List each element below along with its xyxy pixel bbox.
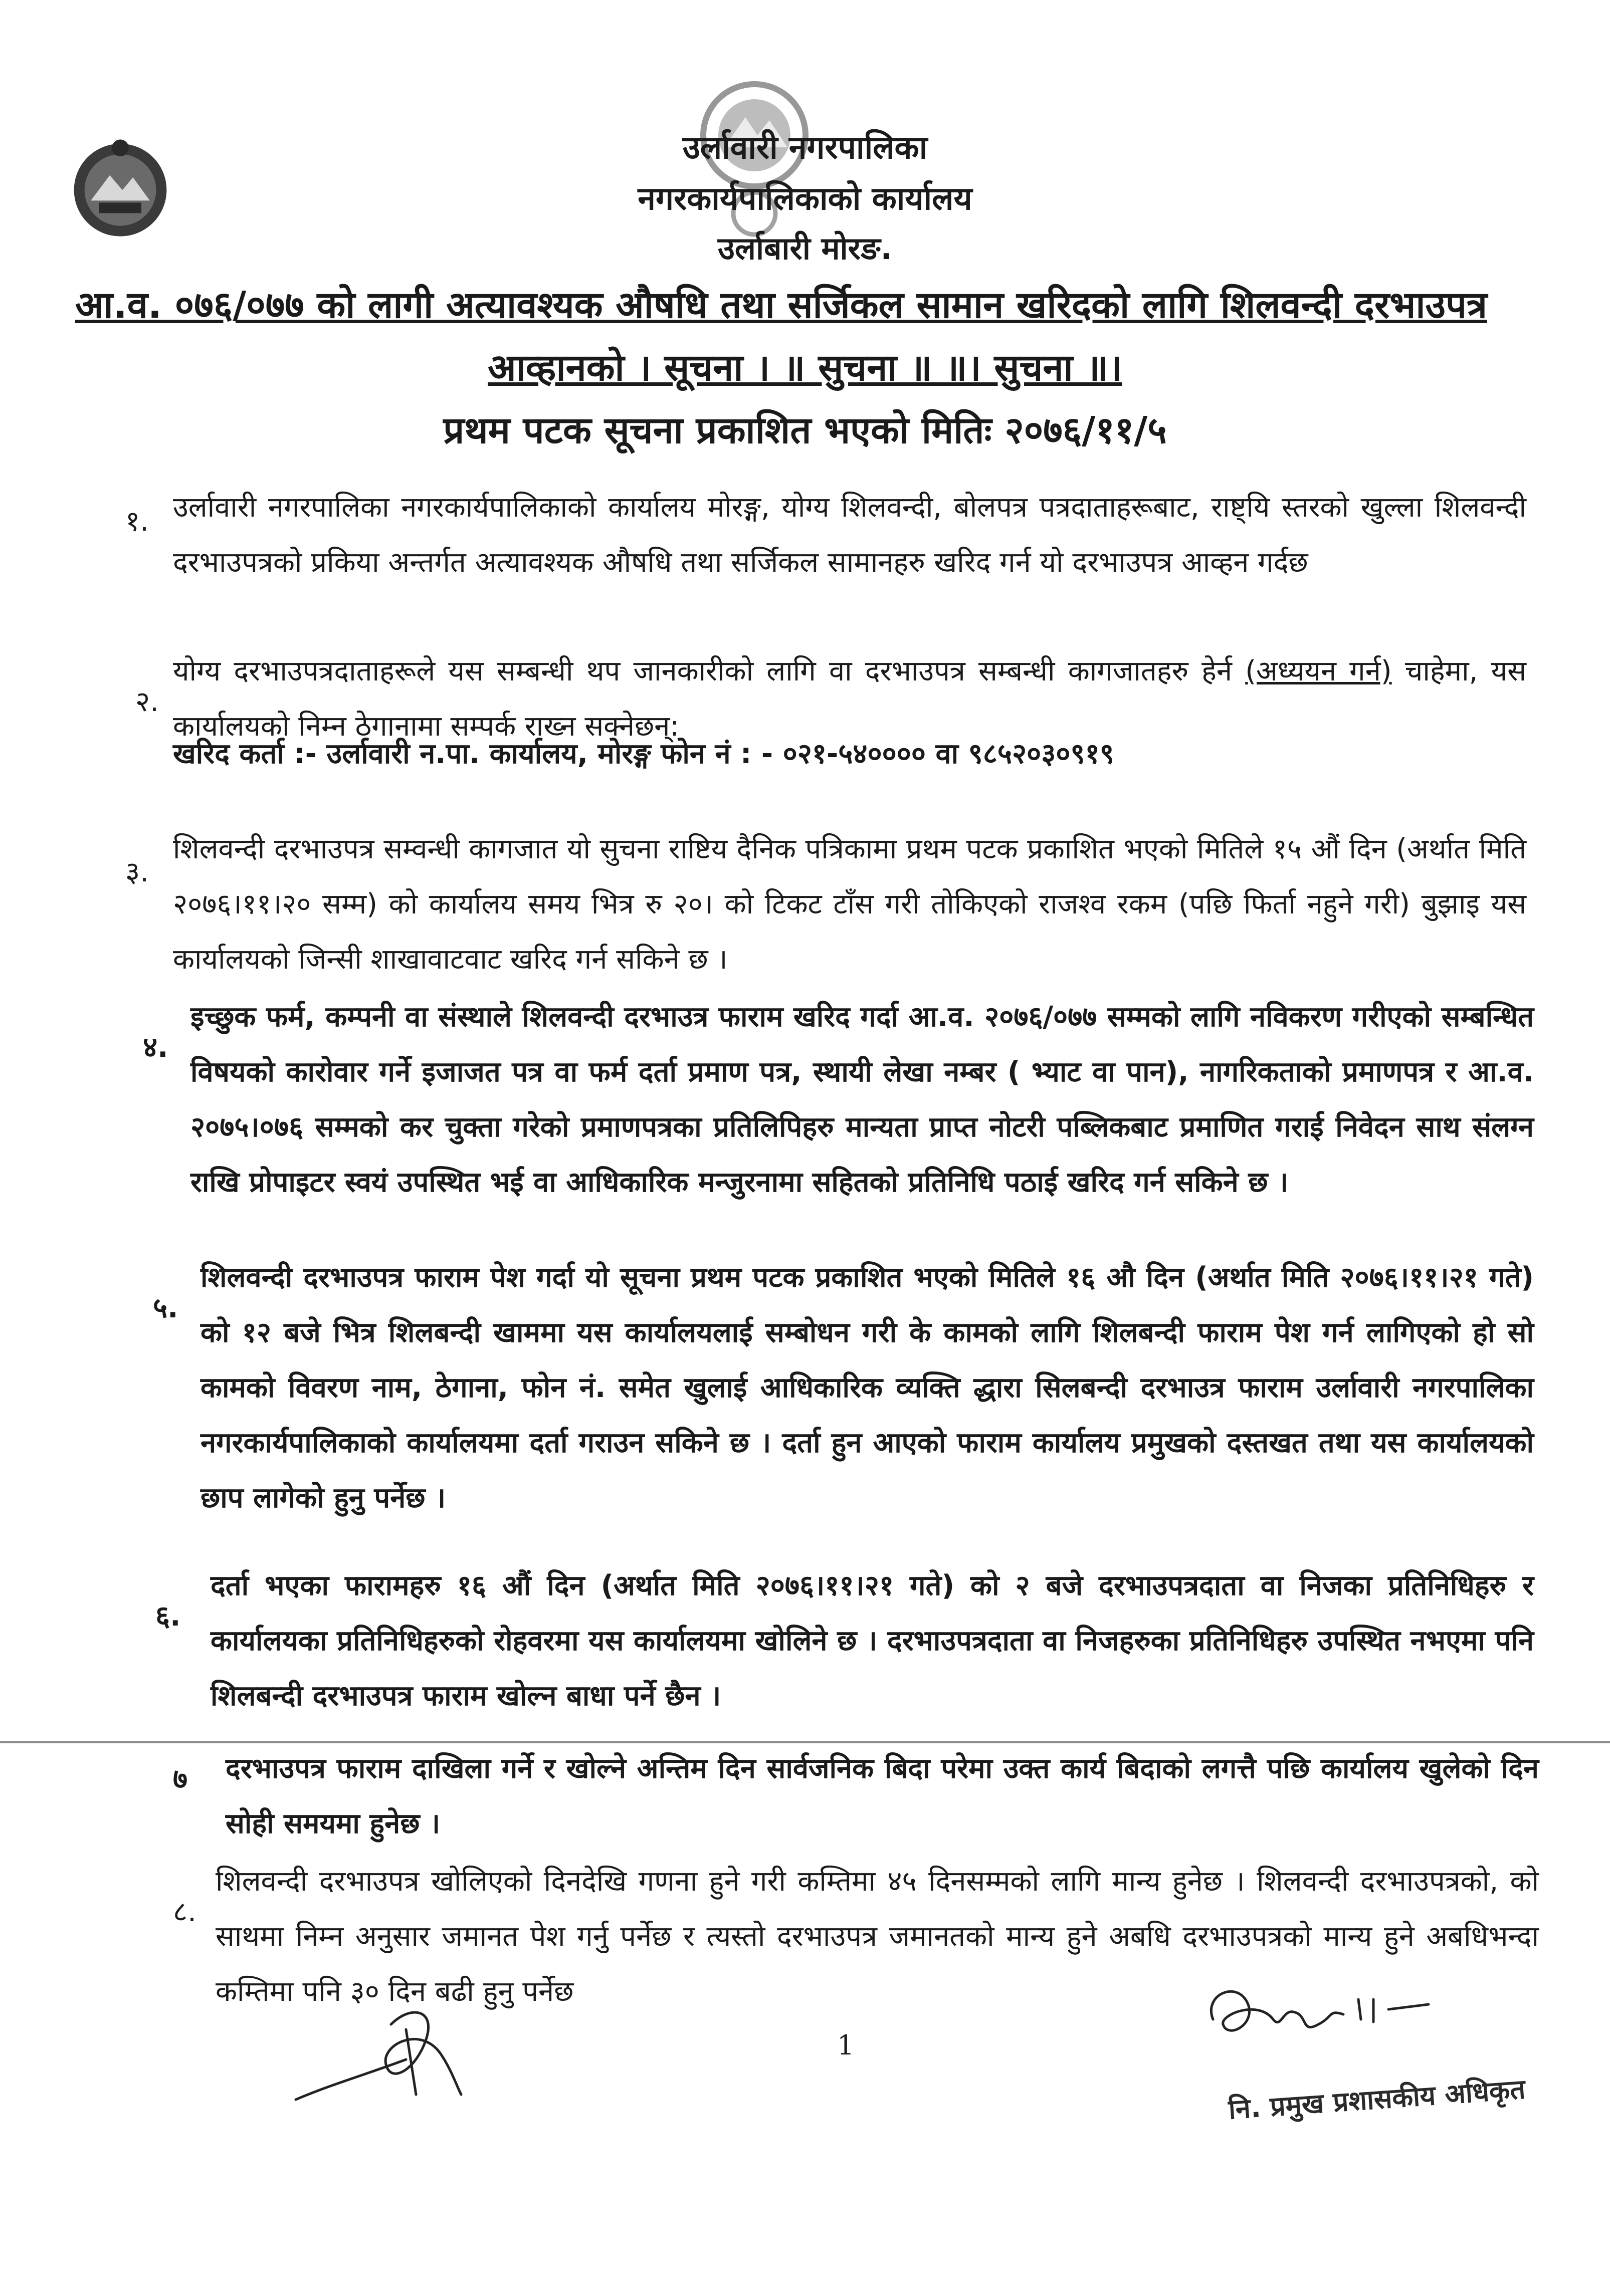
office-name: उर्लावारी नगरपालिका — [682, 129, 928, 166]
signature-right — [1193, 1964, 1474, 2059]
item-2-number: २. — [135, 685, 159, 718]
page-number: 1 — [837, 2029, 855, 2061]
item-4-number: ४. — [143, 1031, 168, 1064]
item-7-text: दरभाउपत्र फाराम दाखिला गर्ने र खोल्ने अन्तिम दिन सार्वजनिक बिदा परेमा उक्त कार्य बिदाको लगत्तै पछि कार्यालय खुलेको दिन सोही समयमा हुनेछ । — [226, 1752, 1539, 1840]
item-6-number: ६. — [155, 1600, 181, 1633]
publication-date: प्रथम पटक सूचना प्रकाशित भएको मितिः २०७६/११/५ — [443, 409, 1167, 452]
contact-line: खरिद कर्ता :- उर्लावारी न.पा. कार्यालय, मोरङ्ग फोन नं : - ०२१-५४०००० वा ९८५२०३०९१९ — [173, 738, 1114, 770]
item-1-number: १. — [125, 505, 149, 538]
signature-left — [291, 1994, 481, 2110]
item-1-text: उर्लावारी नगरपालिका नगरकार्यपालिकाको कार्यालय मोरङ्ग, योग्य शिलवन्दी, बोलपत्र पत्रदाताहरूबाट, राष्ट्यि स्तरको खुल्ला शिलवन्दी दरभाउपत्रको प्रकिया अन्तर्गत अत्यावश्यक औषधि तथा सर्जिकल सामानहरु खरिद गर्न यो दरभाउपत्र आव्हन गर्दछ — [173, 491, 1526, 579]
item-8-number: ८. — [173, 1896, 196, 1928]
office-location: उर्लाबारी मोरङ. — [717, 230, 893, 267]
item-4-text: इच्छुक फर्म, कम्पनी वा संस्थाले शिलवन्दी दरभाउत्र फाराम खरिद गर्दा आ.व. २०७६/०७७ सम्मको लागि नविकरण गरीएको सम्बन्धित विषयको कारोवार गर्ने इजाजत पत्र वा फर्म दर्ता प्रमाण पत्र, स्थायी लेखा नम्बर ( भ्याट वा पान), नागरिकताको प्रमाणपत्र र आ.व. २०७५।०७६ सम्मको कर चुक्ता गरेको प्रमाणपत्रका प्रतिलिपिहरु मान्यता प्राप्त नोटरी पब्लिकबाट प्रमाणित गराई निवेदन साथ संलग्न राखि प्रोपाइटर स्वयं उपस्थित भई वा आधिकारिक मन्जुरनामा सहितको प्रतिनिधि पठाई खरिद गर्न सकिने छ । — [190, 1001, 1534, 1199]
office-subtitle: नगरकार्यपालिकाको कार्यालय — [638, 180, 972, 217]
notice-title-line1: आ.व. ०७६/०७७ को लागी अत्यावश्यक औषधि तथा सर्जिकल सामान खरिदको लागि शिलवन्दी दरभाउपत्र — [75, 284, 1487, 327]
item-7-number: ७ — [173, 1763, 188, 1795]
signatory-title: नि. प्रमुख प्रशासकीय अधिकृत — [1227, 2073, 1527, 2126]
item-2-underlined: (अध्ययन गर्न) — [1245, 655, 1392, 687]
notice-title-line2: आव्हानको । सूचना । ॥ सुचना ॥ ॥। सुचना ॥। — [488, 346, 1122, 389]
item-5-text: शिलवन्दी दरभाउपत्र फाराम पेश गर्दा यो सूचना प्रथम पटक प्रकाशित भएको मितिले १६ औ दिन (अर्थात मिति २०७६।११।२१ गते) को १२ बजे भित्र शिलबन्दी खाममा यस कार्यालयलाई सम्बोधन गरी के कामको लागि शिलबन्दी फाराम पेश गर्न लागिएको हो सो कामको विवरण नाम, ठेगाना, फोन नं. समेत खुलाई आधिकारिक व्यक्ति द्धारा सिलबन्दी दरभाउत्र फाराम उर्लावारी नगरपालिका नगरकार्यपालिकाको कार्यालयमा दर्ता गराउन सकिने छ । दर्ता हुन आएको फाराम कार्यालय प्रमुखको दस्तखत तथा यस कार्यालयको छाप लागेको हुनु पर्नेछ । — [200, 1261, 1534, 1514]
item-2-text-a: योग्य दरभाउपत्रदाताहरूले यस सम्बन्धी थप जानकारीको लागि वा दरभाउपत्र सम्बन्धी कागजातहरु हेर्न — [173, 655, 1232, 687]
item-3-text: शिलवन्दी दरभाउपत्र सम्वन्धी कागजात यो सुचना राष्टिय दैनिक पत्रिकामा प्रथम पटक प्रकाशित भएको मितिले १५ औं दिन (अर्थात मिति २०७६।११।२० सम्म) को कार्यालय समय भित्र रु २०। को टिकट टाँस गरी तोकिएको राजश्व रकम (पछि फिर्ता नहुने गरी) बुझाइ यस कार्यालयको जिन्सी शाखावाटवाट खरिद गर्न सकिने छ । — [173, 833, 1526, 976]
item-2-text-b: चाहेमा, यस कार्यालयको निम्न ठेगानामा सम्पर्क राख्न सक्नेछन्: — [173, 655, 1526, 743]
item-3-number: ३. — [125, 856, 149, 888]
item-6-text: दर्ता भएका फारामहरु १६ औं दिन (अर्थात मिति २०७६।११।२१ गते) को २ बजे दरभाउपत्रदाता वा निजका प्रतिनिधिहरु र कार्यालयका प्रतिनिधिहरुको रोहवरमा यस कार्यालयमा खोलिने छ । दरभाउपत्रदाता वा निजहरुका प्रतिनिधिहरु उपस्थित नभएमा पनि शिलबन्दी दरभाउपत्र फाराम खोल्न बाधा पर्ने छैन । — [211, 1569, 1534, 1712]
item-5-number: ५. — [153, 1292, 178, 1324]
item-8-text: शिलवन्दी दरभाउपत्र खोलिएको दिनदेखि गणना हुने गरी कम्तिमा ४५ दिनसम्मको लागि मान्य हुनेछ । शिलवन्दी दरभाउपत्रको, को साथमा निम्न अनुसार जमानत पेश गर्नु पर्नेछ र त्यस्तो दरभाउपत्र जमानतको मान्य हुने अबधि दरभाउपत्रको मान्य हुने अबधिभन्दा कम्तिमा पनि ३० दिन बढी हुनु पर्नेछ — [216, 1865, 1539, 2008]
